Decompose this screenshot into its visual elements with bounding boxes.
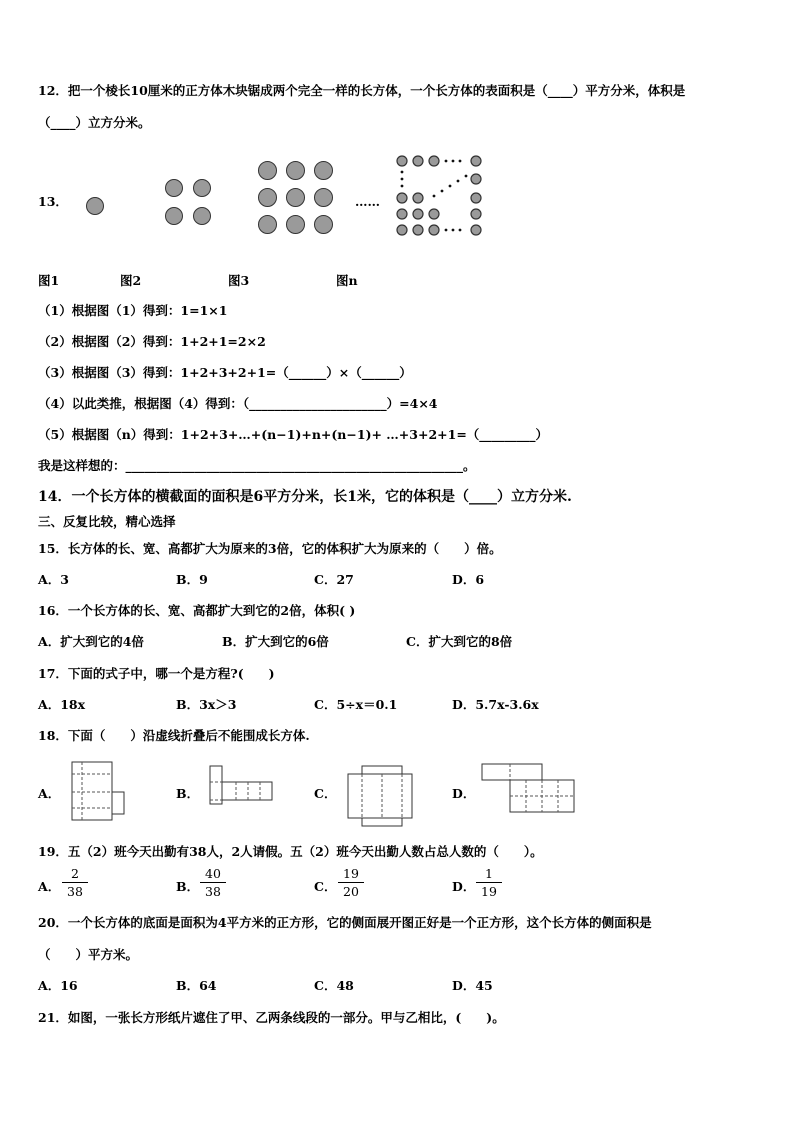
dot (193, 207, 211, 225)
q19-option-b[interactable]: B． (176, 879, 200, 894)
q17-option-c[interactable]: C．5÷x＝0.1 (314, 697, 398, 712)
q13-item-4: （4）以此类推，根据图（4）得到：（______________________）=4×4 (38, 396, 438, 411)
dot (314, 161, 333, 180)
fig-label-3: 图3 (228, 273, 250, 288)
net-figure-d (478, 760, 578, 816)
q13-number: 13． (38, 194, 68, 209)
q13-think: 我是这样想的：______________________________________________________。 (38, 458, 476, 473)
dot (258, 161, 277, 180)
q19-fraction-b (200, 866, 226, 900)
dot (258, 215, 277, 234)
q16-option-c[interactable]: C．扩大到它的8倍 (406, 634, 513, 649)
q16-option-b[interactable]: B．扩大到它的6倍 (222, 634, 329, 649)
q14-stem: 14．一个长方体的横截面的面积是6平方分米，长1米，它的体积是（____）立方分米. (38, 489, 572, 505)
numerator: 1 (476, 866, 502, 883)
dot (314, 188, 333, 207)
q17-option-b[interactable]: B．3x＞3 (176, 697, 237, 712)
net-figure-a (68, 760, 128, 822)
net-figure-c (344, 764, 416, 828)
section-3-heading: 三、反复比较，精心选择 (38, 514, 176, 529)
dot (193, 179, 211, 197)
q16-option-a[interactable]: A．扩大到它的4倍 (38, 634, 144, 649)
numerator: 2 (62, 866, 88, 883)
q13-item-3: （3）根据图（3）得到：1+2+3+2+1=（______）×（______） (38, 365, 412, 380)
dot (286, 188, 305, 207)
q15-option-a[interactable]: A．3 (38, 572, 69, 587)
q17-option-a[interactable]: A．18x (38, 697, 86, 712)
numerator: 40 (200, 866, 226, 883)
q20-option-c[interactable]: C．48 (314, 978, 354, 993)
q19-option-d[interactable]: D． (452, 879, 476, 894)
q15-option-b[interactable]: B．9 (176, 572, 208, 587)
fig-label-n: 图n (336, 273, 358, 288)
q20-option-d[interactable]: D．45 (452, 978, 493, 993)
q20-option-b[interactable]: B．64 (176, 978, 217, 993)
q15-option-d[interactable]: D．6 (452, 572, 485, 587)
q13-item-5: （5）根据图（n）得到：1+2+3+…+(n−1)+n+(n−1)+ …+3+2+1=（_________） (38, 427, 549, 442)
q16-stem: 16．一个长方体的长、宽、高都扩大到它的2倍，体积( ) (38, 603, 356, 618)
fig-label-1: 图1 (38, 273, 60, 288)
q18-option-a[interactable]: A． (38, 786, 61, 801)
numerator: 19 (338, 866, 364, 883)
q19-fraction-c (338, 866, 364, 900)
figure-n (390, 150, 490, 240)
fig-label-2: 图2 (120, 273, 142, 288)
q13-item-1: （1）根据图（1）得到：1=1×1 (38, 303, 228, 318)
q12-line1: 12．把一个棱长10厘米的正方体木块锯成两个完全一样的长方体，一个长方体的表面积是（____）平方分米，体积是 (38, 83, 686, 98)
q15-stem: 15．长方体的长、宽、高都扩大为原来的3倍，它的体积扩大为原来的（ ）倍。 (38, 541, 502, 556)
denominator: 38 (205, 884, 221, 899)
q20-line2: （ ）平方米。 (38, 947, 139, 962)
q19-fraction-d (476, 866, 502, 900)
q17-stem: 17．下面的式子中，哪一个是方程?( ) (38, 666, 275, 681)
denominator: 19 (481, 884, 497, 899)
dot (165, 207, 183, 225)
dot (286, 161, 305, 180)
net-figure-b (206, 764, 276, 808)
q20-option-a[interactable]: A．16 (38, 978, 78, 993)
q18-option-c[interactable]: C． (314, 786, 337, 801)
q13-item-2: （2）根据图（2）得到：1+2+1=2×2 (38, 334, 266, 349)
dot (165, 179, 183, 197)
q19-option-c[interactable]: C． (314, 879, 337, 894)
q13-ellipsis: …… (355, 194, 380, 209)
dot (86, 197, 104, 215)
q19-fraction-a (62, 866, 88, 900)
dot (286, 215, 305, 234)
q21-stem: 21．如图，一张长方形纸片遮住了甲、乙两条线段的一部分。甲与乙相比，( )。 (38, 1010, 505, 1025)
q19-option-a[interactable]: A． (38, 879, 61, 894)
q15-option-c[interactable]: C．27 (314, 572, 354, 587)
q18-option-d[interactable]: D． (452, 786, 476, 801)
q12-line2: （____）立方分米。 (38, 115, 151, 130)
q17-option-d[interactable]: D．5.7x-3.6x (452, 697, 539, 712)
denominator: 20 (343, 884, 359, 899)
q19-stem: 19．五（2）班今天出勤有38人，2人请假。五（2）班今天出勤人数占总人数的（ ）。 (38, 844, 543, 859)
dot (258, 188, 277, 207)
q18-stem: 18．下面（ ）沿虚线折叠后不能围成长方体. (38, 728, 310, 743)
dot (314, 215, 333, 234)
denominator: 38 (67, 884, 83, 899)
q18-option-b[interactable]: B． (176, 786, 200, 801)
q20-line1: 20．一个长方体的底面是面积为4平方米的正方形，它的侧面展开图正好是一个正方形，这个长方体的侧面积是 (38, 915, 652, 930)
